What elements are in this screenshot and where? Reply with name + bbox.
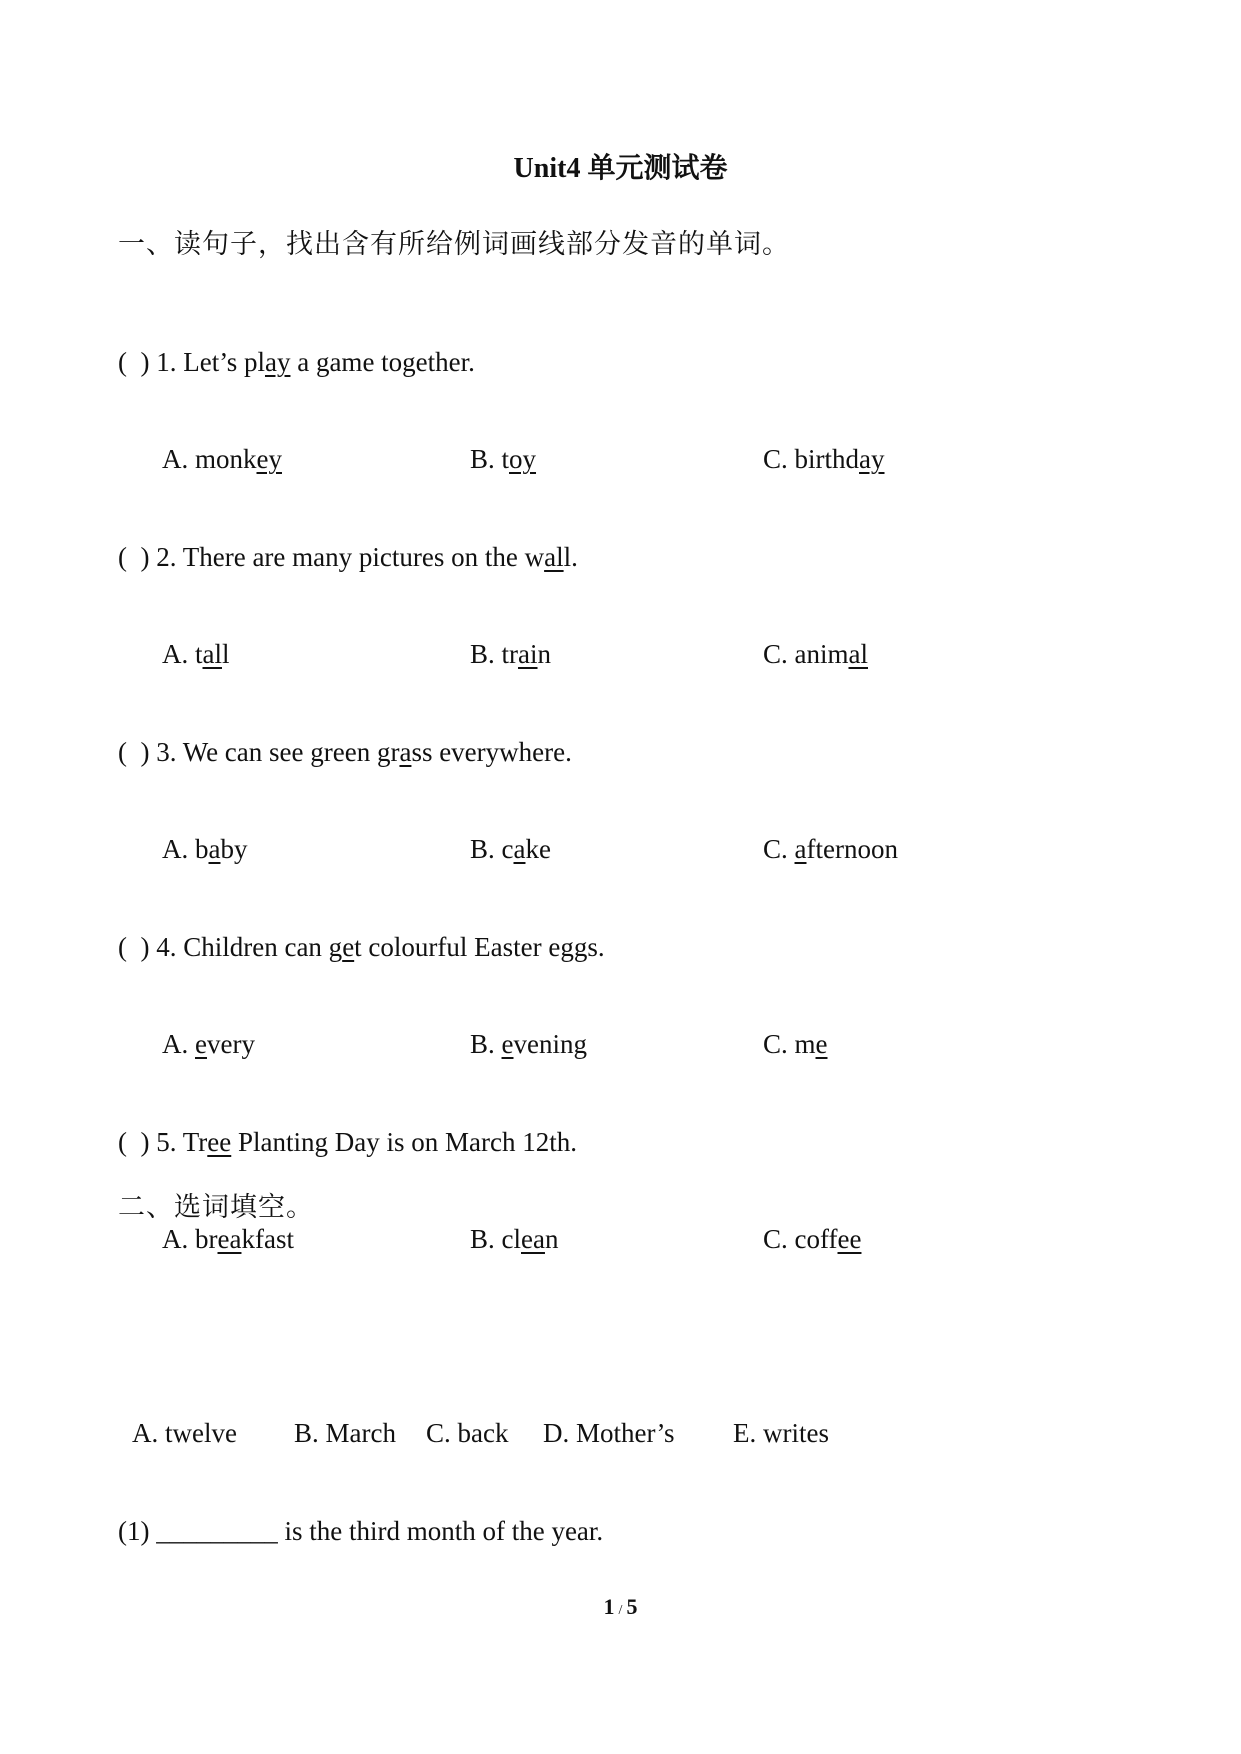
text-segment: B. tr: [470, 639, 519, 669]
question-stem: [118, 737, 572, 768]
underlined-letters: a: [208, 834, 221, 864]
text-segment: l.: [563, 542, 578, 572]
answer-option: [162, 1224, 294, 1255]
fill-blank-item: (1) _________ is the third month of the year.: [118, 1516, 604, 1546]
underlined-letters: e: [195, 1029, 207, 1059]
word-bank-item: E. writes: [733, 1418, 829, 1448]
answer-option: [763, 444, 885, 475]
page-separator: /: [618, 1603, 623, 1618]
answer-option: [470, 639, 551, 670]
question-stem: [118, 542, 578, 573]
text-segment: Planting Day is on March 12th.: [231, 1127, 577, 1157]
text-segment: l: [222, 639, 230, 669]
text-segment: very: [206, 1029, 255, 1059]
answer-option: [763, 1029, 828, 1060]
underlined-letters: al: [544, 542, 564, 572]
text-segment: C. coff: [763, 1224, 838, 1254]
underlined-letters: ea: [217, 1224, 242, 1254]
text-segment: A. br: [162, 1224, 218, 1254]
text-segment: n: [537, 639, 552, 669]
question-stem: [118, 1127, 577, 1158]
text-segment: A.: [162, 1029, 195, 1059]
answer-option: [763, 834, 898, 865]
text-segment: vening: [513, 1029, 587, 1059]
text-segment: ss everywhere.: [411, 737, 572, 767]
word-bank-item: D. Mother’s: [543, 1418, 675, 1448]
section-2-heading: 二、选词填空。: [118, 1192, 314, 1222]
underlined-letters: ee: [207, 1127, 232, 1157]
word-bank-item: B. March: [294, 1418, 396, 1448]
text-segment: ke: [525, 834, 551, 864]
text-segment: ( ) 3. We can see green gr: [118, 737, 400, 767]
text-segment: C. anim: [763, 639, 849, 669]
word-bank-item: C. back: [426, 1418, 509, 1448]
text-segment: B. t: [470, 444, 510, 474]
text-segment: ( ) 2. There are many pictures on the w: [118, 542, 545, 572]
underlined-letters: a: [794, 834, 807, 864]
underlined-letters: al: [848, 639, 868, 669]
text-segment: ( ) 5. Tr: [118, 1127, 208, 1157]
text-segment: a game together.: [290, 347, 475, 377]
underlined-letters: a: [513, 834, 526, 864]
underlined-letters: ey: [256, 444, 282, 474]
text-segment: ( ) 1. Let’s pl: [118, 347, 265, 377]
page-number: [0, 1594, 1241, 1620]
underlined-letters: e: [815, 1029, 828, 1059]
total-pages: 5: [626, 1594, 638, 1619]
underlined-letters: oy: [509, 444, 537, 474]
page-title: Unit4 单元测试卷: [513, 153, 728, 184]
section-1-heading: 一、读句子，找出含有所给例词画线部分发音的单词。: [118, 229, 790, 259]
text-segment: B. cl: [470, 1224, 521, 1254]
question-stem: [118, 932, 605, 963]
answer-option: [162, 639, 230, 670]
text-segment: A. t: [162, 639, 203, 669]
answer-option: [470, 834, 551, 865]
answer-option: [470, 1029, 587, 1060]
text-segment: C. birthd: [763, 444, 860, 474]
text-segment: n: [544, 1224, 559, 1254]
underlined-letters: a: [399, 737, 412, 767]
underlined-letters: e: [501, 1029, 514, 1059]
text-segment: A. monk: [162, 444, 257, 474]
text-segment: C. m: [763, 1029, 816, 1059]
answer-option: [470, 1224, 558, 1255]
answer-option: [162, 834, 247, 865]
underlined-letters: al: [202, 639, 222, 669]
underlined-letters: ay: [264, 347, 291, 377]
text-segment: by: [220, 834, 248, 864]
current-page: 1: [603, 1594, 615, 1619]
text-segment: t colourful Easter eggs.: [354, 932, 605, 962]
text-segment: C.: [763, 834, 795, 864]
answer-option: [763, 639, 868, 670]
word-bank-item: A. twelve: [132, 1418, 237, 1448]
question-stem: [118, 347, 475, 378]
underlined-letters: ai: [518, 639, 538, 669]
underlined-letters: e: [342, 932, 355, 962]
text-segment: fternoon: [806, 834, 898, 864]
answer-option: [763, 1224, 861, 1255]
answer-option: [162, 444, 282, 475]
underlined-letters: ee: [837, 1224, 862, 1254]
underlined-letters: ay: [859, 444, 885, 474]
underlined-letters: ea: [521, 1224, 545, 1254]
text-segment: A. b: [162, 834, 209, 864]
text-segment: B.: [470, 1029, 502, 1059]
text-segment: ( ) 4. Children can g: [118, 932, 343, 962]
text-segment: B. c: [470, 834, 514, 864]
answer-option: [470, 444, 536, 475]
text-segment: kfast: [241, 1224, 294, 1254]
answer-option: [162, 1029, 255, 1060]
